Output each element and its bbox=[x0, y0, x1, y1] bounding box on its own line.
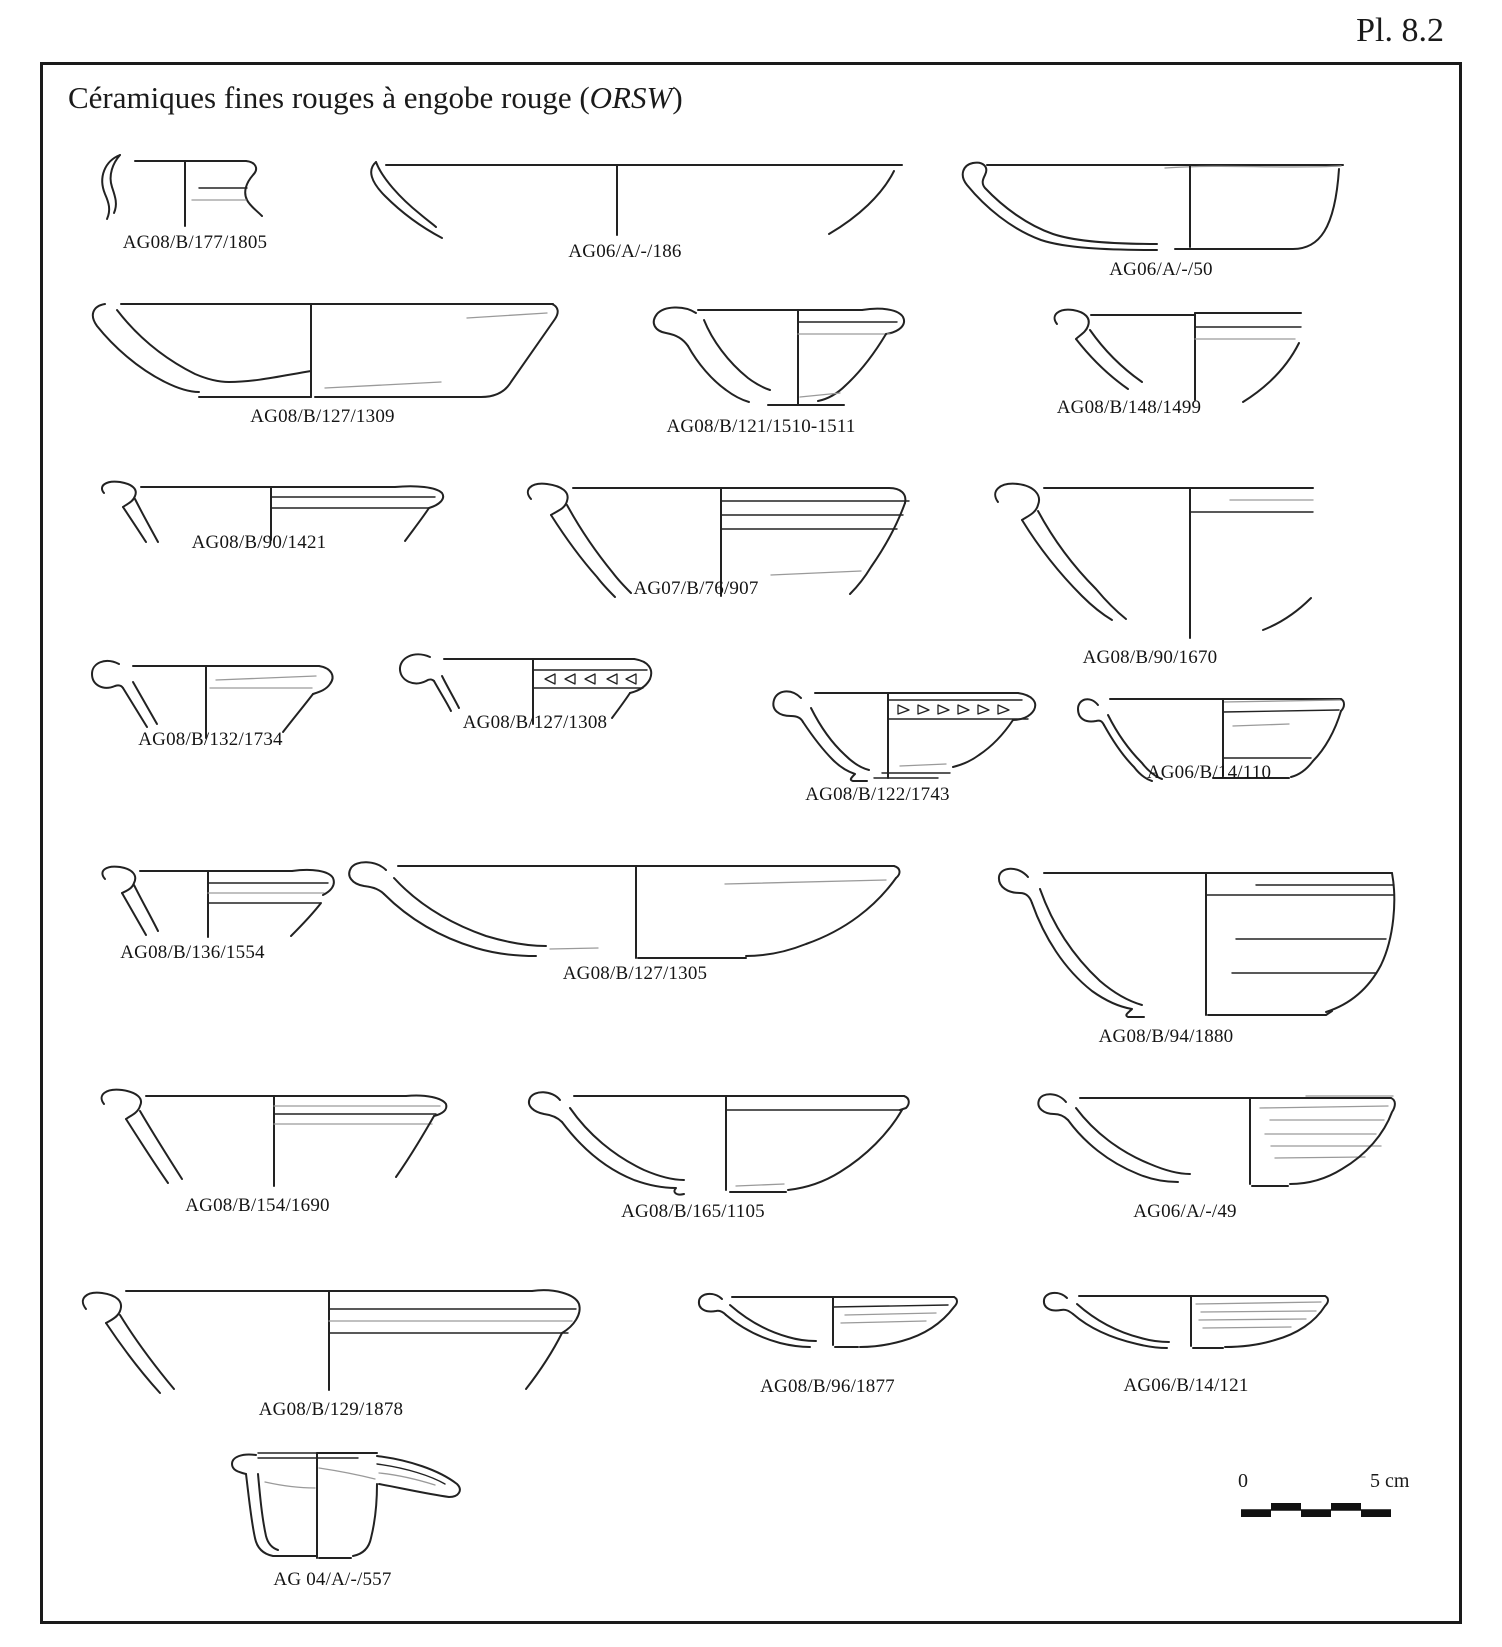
sherd-AG08-B-165-1105 bbox=[525, 1085, 911, 1223]
sherd-label: AG08/B/148/1499 bbox=[1056, 397, 1202, 418]
sherd-label: AG08/B/122/1743 bbox=[805, 784, 950, 805]
sherd-label: AG06/A/-/49 bbox=[1133, 1201, 1237, 1222]
sherd-label: AG07/B/76/907 bbox=[633, 578, 759, 599]
pottery-profile-drawing bbox=[345, 155, 905, 237]
plate-title-close: ) bbox=[672, 80, 683, 115]
pottery-profile-drawing bbox=[95, 478, 453, 528]
sherd-label: AG08/B/132/1734 bbox=[138, 729, 283, 750]
sherd-AG08-B-132-1734 bbox=[88, 655, 333, 751]
sherd-label: AG08/B/121/1510-1511 bbox=[666, 416, 856, 437]
plate-title-text: Céramiques fines rouges à engobe rouge ( bbox=[68, 80, 590, 115]
pottery-profile-drawing bbox=[520, 478, 912, 574]
sherd-AG06-A-49 bbox=[1035, 1085, 1395, 1223]
sherd-label: AG08/B/129/1878 bbox=[258, 1399, 404, 1420]
sherd-AG07-B-76-907 bbox=[520, 478, 912, 600]
pottery-profile-drawing bbox=[1045, 305, 1303, 393]
sherd-label: AG08/B/154/1690 bbox=[185, 1195, 330, 1216]
pottery-profile-drawing bbox=[1040, 1285, 1332, 1349]
sherd-label: AG06/A/-/50 bbox=[1109, 259, 1213, 280]
sherd-AG06-B-14-121 bbox=[1040, 1285, 1332, 1397]
pottery-profile-drawing bbox=[95, 1085, 450, 1191]
sherd-AG08-B-154-1690 bbox=[95, 1085, 450, 1217]
sherd-label: AG06/B/14/110 bbox=[1146, 762, 1272, 783]
sherd-AG08-B-127-1308 bbox=[395, 650, 675, 734]
sherd-label: AG06/B/14/121 bbox=[1123, 1375, 1249, 1396]
pottery-profile-drawing bbox=[985, 478, 1315, 643]
scale-bar bbox=[1205, 1468, 1440, 1530]
sherd-label: AG08/B/177/1805 bbox=[122, 232, 268, 253]
sherd-label: AG08/B/165/1105 bbox=[621, 1201, 765, 1222]
pottery-profile-drawing bbox=[95, 862, 340, 938]
pottery-profile-drawing bbox=[225, 1440, 490, 1565]
sherd-AG08-B-148-1499 bbox=[1045, 305, 1303, 419]
pottery-profile-drawing bbox=[75, 1270, 587, 1395]
sherd-label: AG08/B/90/1421 bbox=[191, 532, 327, 553]
sherd-AG08-B-122-1743 bbox=[770, 685, 1045, 806]
sherd-label: AG06/A/-/186 bbox=[568, 241, 682, 262]
sherd-AG-04-A-557 bbox=[225, 1440, 490, 1591]
sherd-label: AG08/B/127/1309 bbox=[250, 406, 395, 427]
sherd-label: AG08/B/136/1554 bbox=[120, 942, 265, 963]
scale-bar-end-label: 5 cm bbox=[1370, 1470, 1410, 1492]
pottery-profile-drawing bbox=[88, 655, 333, 725]
sherd-AG08-B-127-1305 bbox=[345, 855, 905, 985]
pottery-profile-drawing bbox=[770, 685, 1045, 780]
sherd-label: AG08/B/94/1880 bbox=[1098, 1026, 1234, 1047]
sherd-AG08-B-90-1421 bbox=[95, 478, 453, 554]
plate-title bbox=[68, 80, 683, 116]
sherd-label: AG 04/A/-/557 bbox=[273, 1569, 392, 1590]
pottery-profile-drawing bbox=[395, 650, 675, 708]
pottery-profile-drawing bbox=[1073, 690, 1345, 758]
sherd-label: AG08/B/96/1877 bbox=[760, 1376, 895, 1397]
sherd-AG06-B-14-110 bbox=[1073, 690, 1345, 784]
plate-title-ware-code: ORSW bbox=[589, 80, 673, 115]
scale-bar-graphic bbox=[1205, 1468, 1440, 1530]
sherd-label: AG08/B/90/1670 bbox=[1082, 647, 1218, 668]
pottery-profile-drawing bbox=[525, 1085, 911, 1197]
sherd-AG08-B-127-1309 bbox=[85, 298, 560, 428]
plate-number: Pl. 8.2 bbox=[1356, 12, 1444, 49]
pottery-profile-drawing bbox=[85, 298, 560, 402]
sherd-AG08-B-90-1670 bbox=[985, 478, 1315, 669]
pottery-profile-drawing bbox=[995, 860, 1397, 1022]
pottery-profile-drawing bbox=[650, 300, 912, 412]
sherd-label: AG08/B/127/1308 bbox=[462, 712, 608, 733]
sherd-AG08-B-96-1877 bbox=[695, 1288, 960, 1398]
pottery-profile-drawing bbox=[925, 155, 1347, 255]
sherd-AG08-B-121-1510-1511 bbox=[650, 300, 912, 438]
sherd-AG06-A-186 bbox=[345, 155, 905, 263]
sherd-label: AG08/B/127/1305 bbox=[562, 963, 708, 984]
pottery-profile-drawing bbox=[345, 855, 905, 959]
sherd-AG06-A-50 bbox=[925, 155, 1347, 281]
pottery-profile-drawing bbox=[695, 1288, 960, 1346]
scale-bar-start-label: 0 bbox=[1238, 1470, 1248, 1492]
sherd-AG08-B-129-1878 bbox=[75, 1270, 587, 1421]
sherd-AG08-B-136-1554 bbox=[95, 862, 340, 964]
pottery-profile-drawing bbox=[95, 150, 295, 228]
sherd-AG08-B-94-1880 bbox=[995, 860, 1397, 1048]
sherd-AG08-B-177-1805 bbox=[95, 150, 295, 254]
pottery-profile-drawing bbox=[1035, 1085, 1395, 1197]
